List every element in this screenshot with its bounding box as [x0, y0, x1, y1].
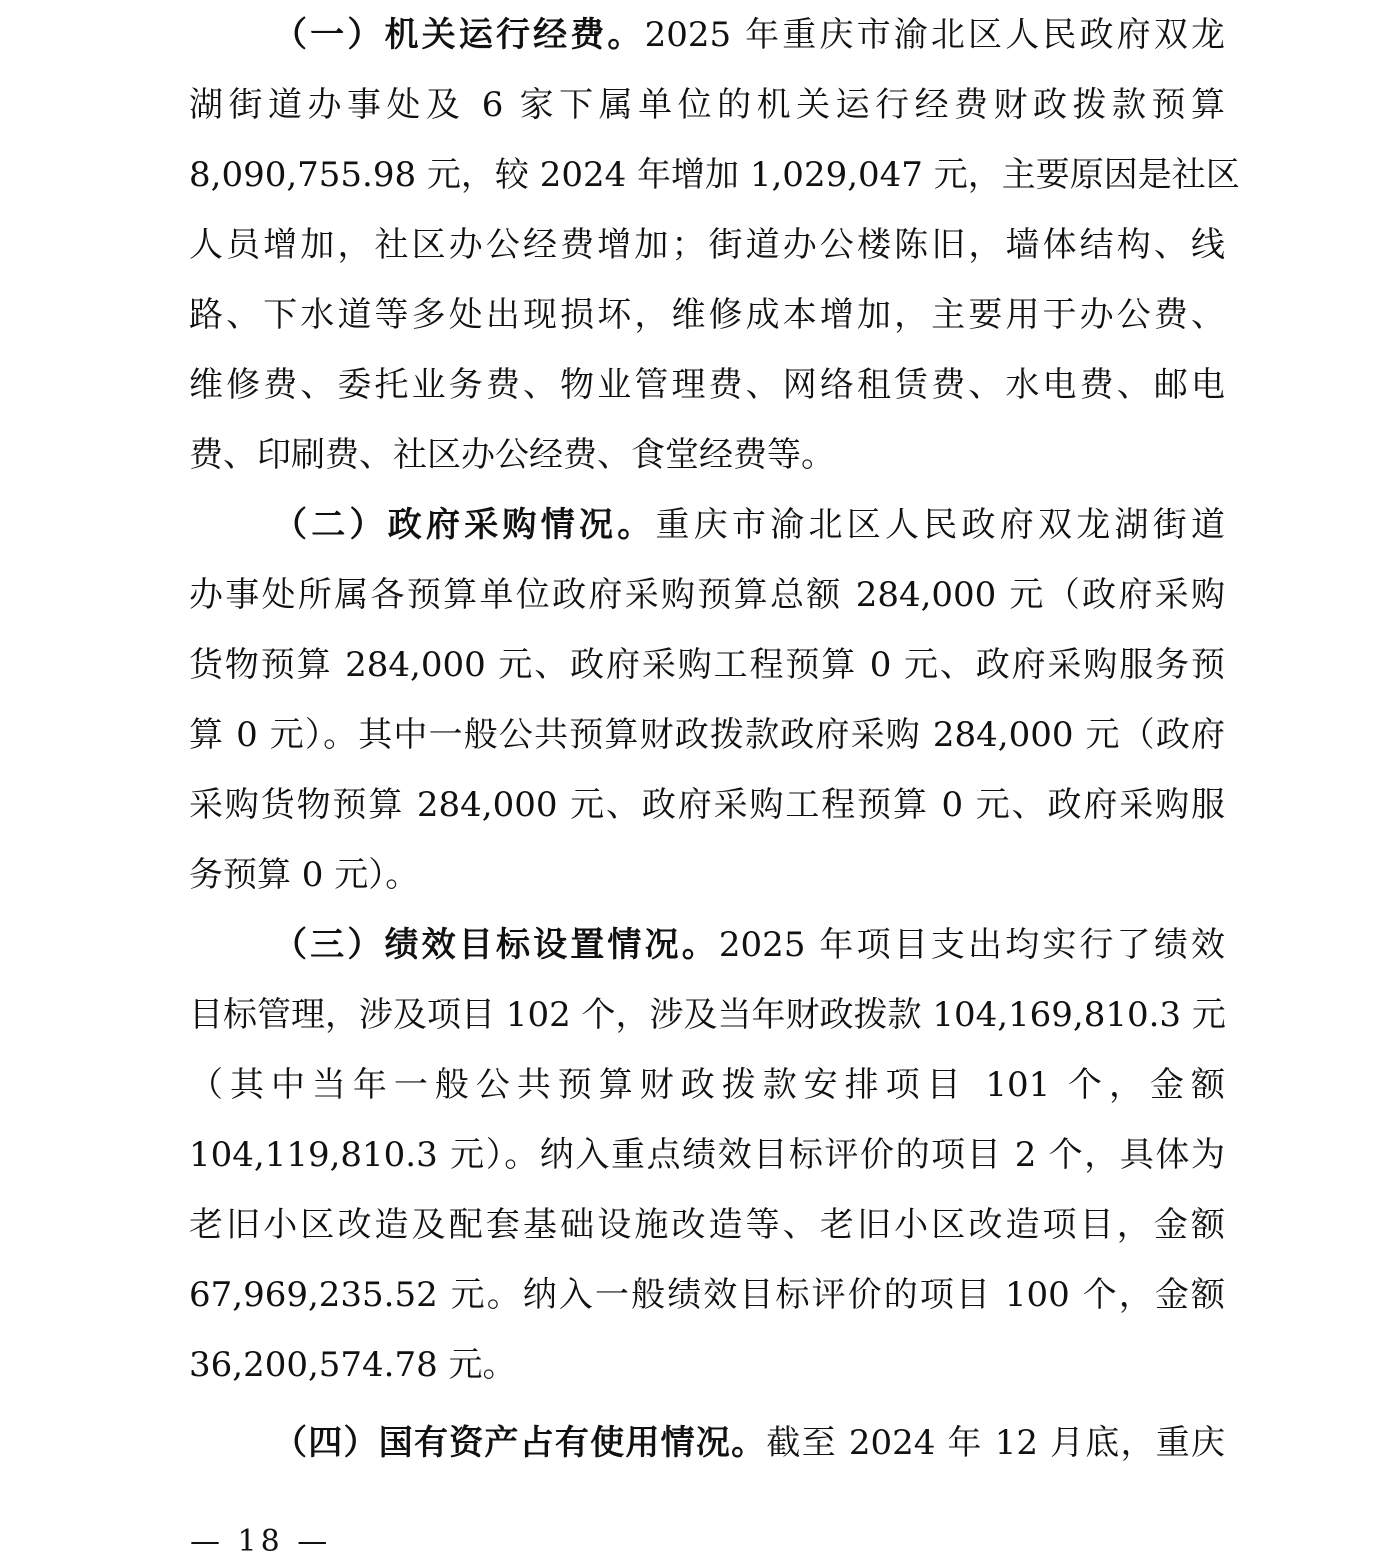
paragraph-line: [273, 490, 1225, 560]
page-number: — 18 —: [190, 1524, 332, 1559]
paragraph-line: 算 0 元）。其中一般公共预算财政拨款政府采购 284,000 元（政府: [189, 715, 1225, 755]
paragraph-text: 截至 2024 年 12 月底，重庆: [766, 1423, 1225, 1463]
section-heading: （四）国有资产占有使用情况。: [273, 1423, 767, 1463]
paragraph-line: 维修费、委托业务费、物业管理费、网络租赁费、水电费、邮电: [189, 365, 1225, 405]
paragraph-line: 67,969,235.52 元。纳入一般绩效目标评价的项目 100 个，金额: [189, 1275, 1225, 1315]
section-heading: （三）绩效目标设置情况。: [273, 925, 719, 965]
paragraph-line: [273, 1408, 1225, 1478]
paragraph-line: 湖街道办事处及 6 家下属单位的机关运行经费财政拨款预算: [189, 85, 1225, 125]
paragraph-line: 费、印刷费、社区办公经费、食堂经费等。: [189, 435, 835, 475]
paragraph-line: 老旧小区改造及配套基础设施改造等、老旧小区改造项目，金额: [189, 1205, 1225, 1245]
paragraph-line: [273, 0, 1225, 70]
paragraph-line: 人员增加，社区办公经费增加；街道办公楼陈旧，墙体结构、线: [189, 225, 1225, 265]
paragraph-line: 104,119,810.3 元）。纳入重点绩效目标评价的项目 2 个，具体为: [189, 1135, 1225, 1175]
section-heading: （一）机关运行经费。: [273, 15, 645, 55]
paragraph-line: 办事处所属各预算单位政府采购预算总额 284,000 元（政府采购: [189, 575, 1225, 615]
section-heading: （二）政府采购情况。: [273, 505, 656, 545]
paragraph-line: 36,200,574.78 元。: [189, 1345, 517, 1385]
paragraph-text: 2025 年重庆市渝北区人民政府双龙: [644, 15, 1225, 55]
paragraph-line: 目标管理，涉及项目 102 个，涉及当年财政拨款 104,169,810.3 元: [189, 995, 1226, 1035]
paragraph-line: [273, 910, 1225, 980]
paragraph-text: 2025 年项目支出均实行了绩效: [718, 925, 1226, 965]
paragraph-line: 务预算 0 元）。: [189, 855, 420, 895]
paragraph-line: （其中当年一般公共预算财政拨款安排项目 101 个，金额: [189, 1065, 1225, 1105]
paragraph-text: 重庆市渝北区人民政府双龙湖街道: [655, 505, 1225, 545]
paragraph-line: 8,090,755.98 元，较 2024 年增加 1,029,047 元，主要原因是社区: [189, 155, 1240, 195]
paragraph-line: 路、下水道等多处出现损坏，维修成本增加，主要用于办公费、: [189, 295, 1225, 335]
paragraph-line: 采购货物预算 284,000 元、政府采购工程预算 0 元、政府采购服: [189, 785, 1225, 825]
paragraph-line: 货物预算 284,000 元、政府采购工程预算 0 元、政府采购服务预: [189, 645, 1225, 685]
